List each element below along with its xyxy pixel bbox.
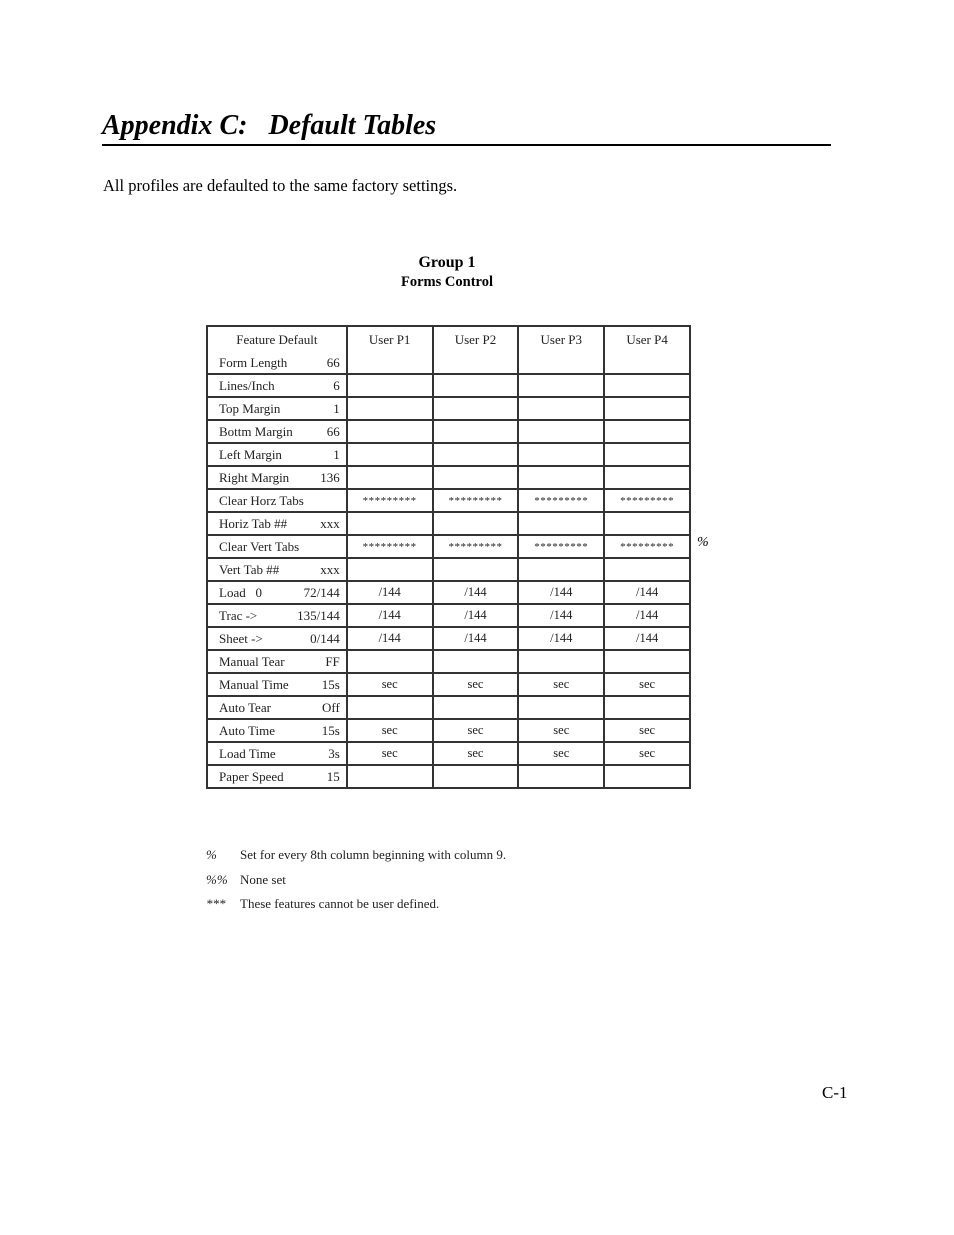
table-row [208,513,689,536]
user-p4-cell: sec [605,674,689,697]
user-p2-cell: /144 [434,582,520,605]
footnotes [206,843,506,917]
feature-cell [208,375,348,398]
user-p1-cell [348,766,434,787]
user-p1-cell [348,421,434,444]
feature-cell [208,720,348,743]
user-p3-cell [519,398,605,421]
user-p1-cell: sec [348,674,434,697]
feature-default-value: 15s [321,722,340,738]
user-p4-cell [605,398,689,421]
footnote-text: Set for every 8th column beginning with column 9. [240,847,507,863]
feature-name: Form Length [219,354,288,370]
feature-cell [208,743,348,766]
table-row [208,766,689,787]
feature-name: Horiz Tab ## [219,515,288,531]
footnote [206,843,506,868]
user-p4-cell: sec [605,720,689,743]
user-p3-cell [519,559,605,582]
user-p1-cell [348,697,434,720]
user-p1-cell: /144 [348,605,434,628]
feature-name: Left Margin [219,446,282,462]
user-p2-cell [434,421,520,444]
footnote [206,868,506,893]
user-p2-cell [434,398,520,421]
table-row [208,352,689,375]
user-p2-cell [434,444,520,467]
user-p4-cell: /144 [605,628,689,651]
user-p1-cell [348,651,434,674]
header-user-p1: User P1 [348,327,434,352]
table-row [208,628,689,651]
feature-default-value: 136 [320,469,340,485]
feature-cell [208,697,348,720]
user-p4-cell: /144 [605,605,689,628]
footnote-text: None set [240,871,286,887]
user-p1-cell [348,375,434,398]
user-p3-cell [519,352,605,375]
table-row [208,467,689,490]
feature-cell [208,398,348,421]
user-p3-cell [519,766,605,787]
feature-name: Load 0 [219,584,262,600]
feature-cell [208,421,348,444]
header-feature-default: Feature Default [208,327,348,352]
user-p4-cell: ********* [605,490,689,513]
feature-name: Right Margin [219,469,290,485]
user-p3-cell: ********* [519,490,605,513]
user-p3-cell [519,421,605,444]
user-p4-cell [605,444,689,467]
feature-default-value: FF [325,653,340,669]
table-row [208,421,689,444]
user-p4-cell [605,513,689,536]
table-row [208,559,689,582]
feature-name: Manual Tear [219,653,285,669]
feature-cell [208,582,348,605]
table-row [208,582,689,605]
user-p2-cell [434,352,520,375]
feature-cell [208,674,348,697]
user-p1-cell: ********* [348,536,434,559]
user-p4-cell: /144 [605,582,689,605]
feature-name: Auto Time [219,722,275,738]
feature-default-value: 66 [326,354,340,370]
user-p1-cell [348,559,434,582]
feature-default-value: 1 [333,400,340,416]
feature-cell [208,536,348,559]
user-p3-cell: /144 [519,582,605,605]
user-p2-cell [434,375,520,398]
table-row [208,398,689,421]
feature-default-value: 15 [326,768,340,784]
feature-cell [208,766,348,787]
group-subtitle: Forms Control [401,274,493,290]
user-p2-cell [434,467,520,490]
user-p1-cell: /144 [348,582,434,605]
table-row [208,490,689,513]
user-p4-cell [605,651,689,674]
user-p1-cell: /144 [348,628,434,651]
feature-cell [208,490,348,513]
user-p2-cell [434,513,520,536]
side-percent-mark: % [697,535,709,550]
user-p3-cell [519,375,605,398]
user-p4-cell: ********* [605,536,689,559]
user-p3-cell: /144 [519,628,605,651]
user-p2-cell: ********* [434,536,520,559]
user-p3-cell [519,651,605,674]
user-p2-cell: /144 [434,605,520,628]
table-row [208,375,689,398]
feature-name: Top Margin [219,400,281,416]
user-p3-cell [519,513,605,536]
table-row [208,743,689,766]
feature-name: Paper Speed [219,768,284,784]
feature-default-value: 135/144 [297,607,340,623]
user-p1-cell [348,513,434,536]
footnote-symbol: *** [206,896,226,912]
user-p2-cell: ********* [434,490,520,513]
feature-name: Load Time [219,745,276,761]
header-user-p4: User P4 [626,331,668,347]
feature-name: Bottm Margin [219,423,293,439]
user-p3-cell: sec [519,743,605,766]
feature-default-value: 15s [321,676,340,692]
table-row [208,674,689,697]
user-p2-cell: sec [434,720,520,743]
user-p1-cell: sec [348,743,434,766]
user-p2-cell [434,559,520,582]
user-p4-cell [605,766,689,787]
user-p2-cell [434,651,520,674]
user-p4-cell [605,352,689,375]
feature-name: Auto Tear [219,699,271,715]
user-p4-cell [605,559,689,582]
feature-cell [208,444,348,467]
user-p3-cell [519,697,605,720]
feature-name: Clear Vert Tabs [219,538,300,554]
table-row [208,720,689,743]
feature-name: Clear Horz Tabs [219,492,304,508]
user-p4-cell [605,467,689,490]
feature-default-value: 1 [333,446,340,462]
feature-default-value: 6 [333,377,340,393]
user-p3-cell: sec [519,674,605,697]
feature-default-value: 66 [326,423,340,439]
user-p1-cell [348,398,434,421]
feature-cell [208,513,348,536]
user-p2-cell [434,697,520,720]
user-p4-cell [605,697,689,720]
user-p4-cell [605,375,689,398]
defaults-table [206,325,691,789]
group-title: Group 1 [418,254,476,271]
feature-default-value: Off [321,699,340,715]
table-body [208,352,689,787]
footnote [206,892,506,917]
feature-name: Trac -> [219,607,258,623]
feature-cell [208,467,348,490]
user-p1-cell: sec [348,720,434,743]
user-p1-cell [348,352,434,375]
user-p1-cell [348,467,434,490]
feature-default-value: xxx [320,561,340,577]
feature-cell [208,651,348,674]
header-user-p2: User P2 [434,327,520,352]
feature-default-value: 3s [328,745,340,761]
appendix-heading: Appendix C: Default Tables [102,108,831,146]
feature-name: Sheet -> [219,630,263,646]
user-p3-cell: sec [519,720,605,743]
footnote-symbol: % [206,847,217,863]
feature-name: Lines/Inch [219,377,275,393]
feature-default-value: xxx [320,515,340,531]
feature-name: Manual Time [219,676,289,692]
user-p2-cell: sec [434,674,520,697]
table-header-row [208,327,689,352]
user-p3-cell: /144 [519,605,605,628]
table-row [208,697,689,720]
table-row [208,444,689,467]
feature-cell [208,628,348,651]
feature-default-value: 72/144 [303,584,340,600]
intro-text: All profiles are defaulted to the same factory settings. [103,176,458,195]
user-p4-cell: sec [605,743,689,766]
feature-cell [208,559,348,582]
user-p1-cell: ********* [348,490,434,513]
user-p3-cell: ********* [519,536,605,559]
feature-name: Vert Tab ## [219,561,280,577]
table-row [208,605,689,628]
user-p2-cell: sec [434,743,520,766]
table-row [208,651,689,674]
footnote-symbol: %% [206,871,228,887]
feature-default-value: 0/144 [310,630,340,646]
user-p3-cell [519,444,605,467]
user-p2-cell: /144 [434,628,520,651]
header-user-p3: User P3 [519,327,605,352]
user-p1-cell [348,444,434,467]
feature-cell [208,352,348,375]
footnote-text: These features cannot be user defined. [240,896,440,912]
user-p4-cell [605,421,689,444]
page-number: C-1 [822,1083,848,1102]
user-p2-cell [434,766,520,787]
feature-cell [208,605,348,628]
table-row [208,536,689,559]
user-p3-cell [519,467,605,490]
